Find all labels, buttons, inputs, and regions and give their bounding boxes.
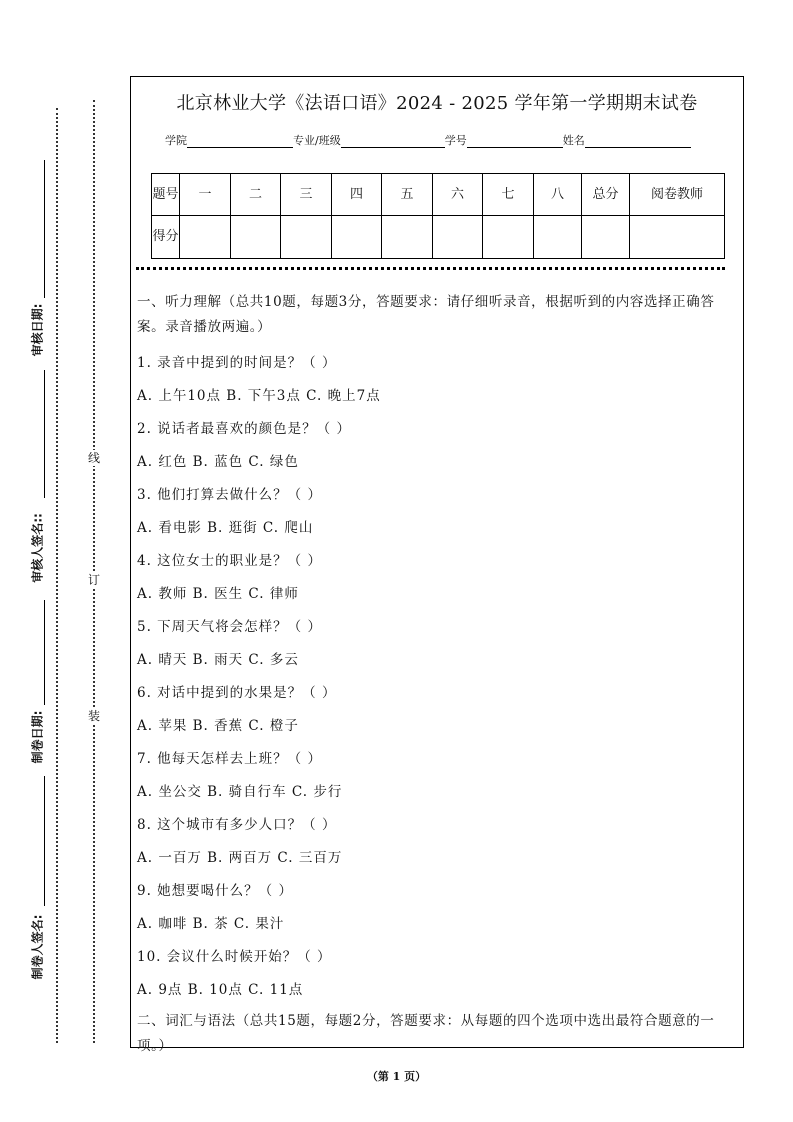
col-3: 三	[281, 174, 332, 216]
answer-options: A. 晴天 B. 雨天 C. 多云	[137, 652, 299, 668]
col-4: 四	[332, 174, 382, 216]
question-text: 9. 她想要喝什么？（ ）	[137, 883, 293, 899]
score-cell-total[interactable]	[582, 216, 630, 259]
student-id-field[interactable]	[467, 135, 563, 148]
answer-options: A. 9点 B. 10点 C. 11点	[137, 982, 304, 998]
question-text: 1. 录音中提到的时间是？（ ）	[137, 355, 337, 371]
exam-content	[137, 290, 737, 1059]
binding-word-staple: 订	[87, 573, 101, 587]
section2-intro: 二、词汇与语法（总共15题，每题2分，答题要求：从每题的四个选项中选出最符合题意的一项。）	[137, 1013, 715, 1054]
question-text: 6. 对话中提到的水果是？（ ）	[137, 685, 337, 701]
binding-word-bind: 装	[87, 709, 101, 723]
setter-date-label: 制卷日期:	[30, 710, 45, 764]
college-field[interactable]	[187, 135, 293, 148]
answer-options: A. 坐公交 B. 骑自行车 C. 步行	[137, 784, 343, 800]
name-label: 姓名	[562, 134, 585, 147]
col-6: 六	[433, 174, 483, 216]
question-list	[137, 353, 737, 1000]
score-cell[interactable]	[180, 216, 231, 259]
question-text: 7. 他每天怎样去上班？（ ）	[137, 751, 322, 767]
col-1: 一	[180, 174, 231, 216]
setter-signature-label: 制卷人签名:	[30, 914, 45, 980]
row-label-score: 得分	[152, 216, 180, 259]
dotted-separator	[136, 267, 725, 270]
question-text: 10. 会议什么时候开始？（ ）	[137, 949, 332, 965]
student-id-label: 学号	[444, 134, 467, 147]
reviewer-signature-label: 审核人签名::	[30, 513, 45, 583]
reviewer-signature-line	[44, 370, 45, 498]
col-total: 总分	[582, 174, 630, 216]
exam-title: 北京林业大学《法语口语》2024 - 2025 学年第一学期期末试卷	[176, 93, 698, 114]
score-cell[interactable]	[382, 216, 433, 259]
question-text: 4. 这位女士的职业是？（ ）	[137, 553, 322, 569]
answer-options: A. 苹果 B. 香蕉 C. 橙子	[137, 718, 299, 734]
score-cell-grader[interactable]	[630, 216, 725, 259]
review-date-label: 审核日期:	[30, 303, 45, 357]
answer-options: A. 咖啡 B. 茶 C. 果汁	[137, 916, 285, 932]
col-8: 八	[534, 174, 582, 216]
question-text: 3. 他们打算去做什么？（ ）	[137, 487, 322, 503]
answer-options: A. 红色 B. 蓝色 C. 绿色	[137, 454, 299, 470]
student-info-row	[165, 132, 691, 148]
score-cell[interactable]	[281, 216, 332, 259]
setter-date-line	[44, 600, 45, 705]
answer-options: A. 上午10点 B. 下午3点 C. 晚上7点	[137, 388, 381, 404]
col-5: 五	[382, 174, 433, 216]
score-cell[interactable]	[483, 216, 534, 259]
answer-options: A. 看电影 B. 逛街 C. 爬山	[137, 520, 314, 536]
setter-signature-line	[44, 776, 45, 906]
question-text: 5. 下周天气将会怎样？（ ）	[137, 619, 322, 635]
major-field[interactable]	[341, 135, 445, 148]
score-table-header-row	[152, 174, 725, 216]
answer-options: A. 教师 B. 医生 C. 律师	[137, 586, 299, 602]
name-field[interactable]	[585, 135, 691, 148]
col-7: 七	[483, 174, 534, 216]
page-footer: （第 1 页）	[366, 1070, 427, 1083]
major-label: 专业/班级	[293, 134, 341, 147]
score-cell[interactable]	[534, 216, 582, 259]
col-grader: 阅卷教师	[630, 174, 725, 216]
score-cell[interactable]	[433, 216, 483, 259]
question-text: 8. 这个城市有多少人口？（ ）	[137, 817, 337, 833]
answer-options: A. 一百万 B. 两百万 C. 三百万	[137, 850, 343, 866]
row-label-question-number: 题号	[152, 174, 180, 216]
review-date-line	[44, 160, 45, 298]
score-table-score-row	[152, 216, 725, 259]
section1-intro: 一、听力理解（总共10题，每题3分，答题要求：请仔细听录音，根据听到的内容选择正确答案。录音播放两遍。）	[137, 294, 715, 335]
binding-word-line: 线	[87, 451, 101, 465]
score-cell[interactable]	[332, 216, 382, 259]
score-cell[interactable]	[231, 216, 281, 259]
score-table	[151, 173, 725, 259]
outer-dotted-line	[56, 108, 58, 1043]
exam-frame	[130, 76, 744, 1054]
college-label: 学院	[165, 134, 187, 147]
question-text: 2. 说话者最喜欢的颜色是？（ ）	[137, 421, 351, 437]
col-2: 二	[231, 174, 281, 216]
